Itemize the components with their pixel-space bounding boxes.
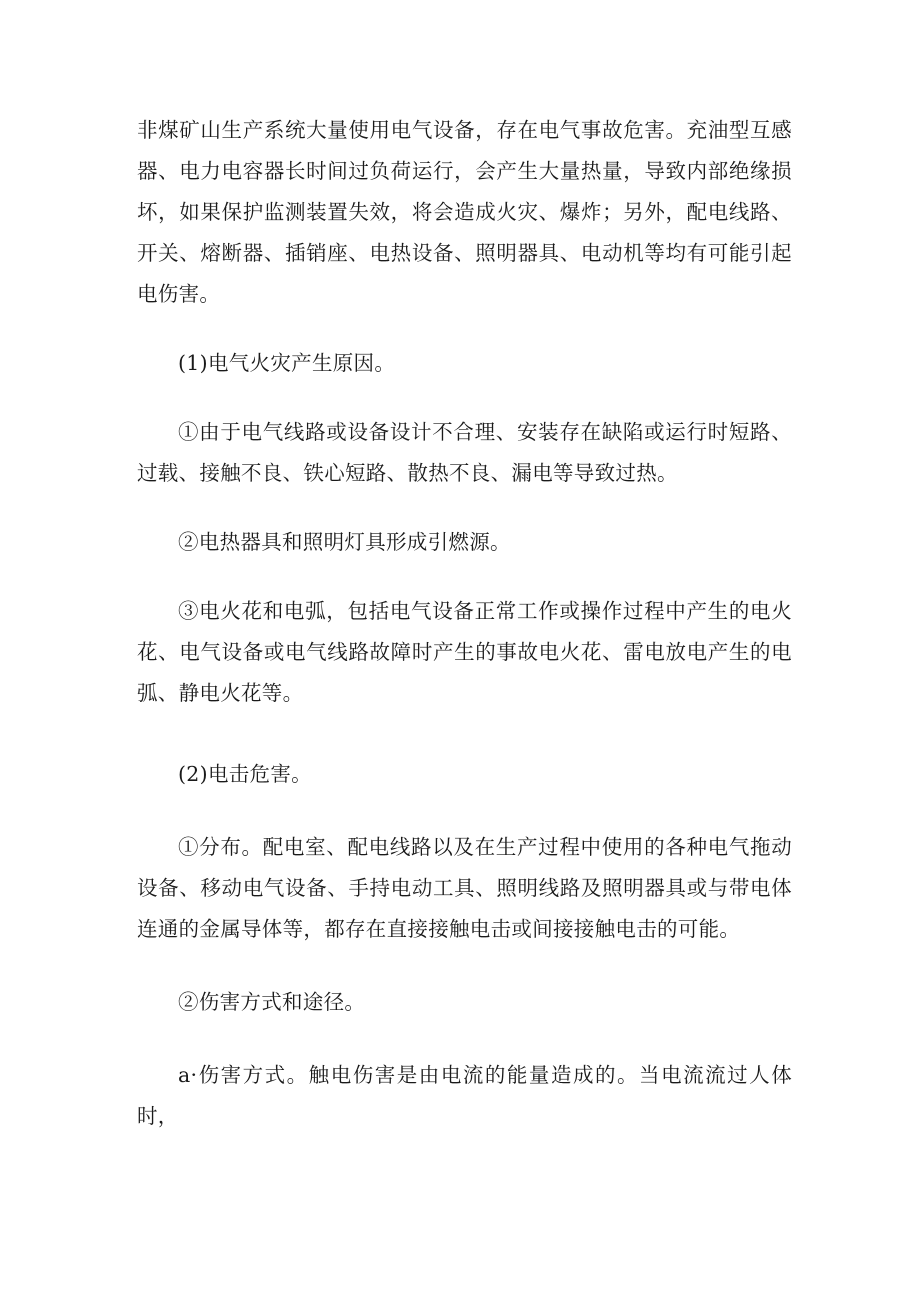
paragraph-injury-mode-a: a·伤害方式。触电伤害是由电流的能量造成的。当电流流过人体时，	[137, 1063, 792, 1128]
paragraph-injury-modes-heading: ②伤害方式和途径。	[178, 990, 366, 1014]
heading-electrical-fire-causes: (1)电气火灾产生原因。	[178, 351, 396, 375]
document-body	[137, 110, 792, 1137]
paragraph-fire-cause-1: ①由于电气线路或设备设计不合理、安装存在缺陷或运行时短路、过载、接触不良、铁心短路、散热不良、漏电等导致过热。	[137, 420, 792, 485]
heading-electric-shock: (2)电击危害。	[178, 762, 312, 786]
paragraph-shock-distribution: ①分布。配电室、配电线路以及在生产过程中使用的各种电气拖动设备、移动电气设备、手持电动工具、照明线路及照明器具或与带电体连通的金属导体等，都存在直接接触电击或间接接触电击的可能。	[137, 835, 792, 941]
paragraph-intro: 非煤矿山生产系统大量使用电气设备，存在电气事故危害。充油型互感器、电力电容器长时间过负荷运行，会产生大量热量，导致内部绝缘损坏，如果保护监测装置失效，将会造成火灾、爆炸；另外，配电线路、开关、熔断器、插销座、电热设备、照明器具、电动机等均有可能引起电伤害。	[137, 118, 792, 306]
paragraph-fire-cause-3: ③电火花和电弧，包括电气设备正常工作或操作过程中产生的电火花、电气设备或电气线路故障时产生的事故电火花、雷电放电产生的电弧、静电火花等。	[137, 599, 792, 705]
paragraph-fire-cause-2: ②电热器具和照明灯具形成引燃源。	[178, 530, 511, 554]
